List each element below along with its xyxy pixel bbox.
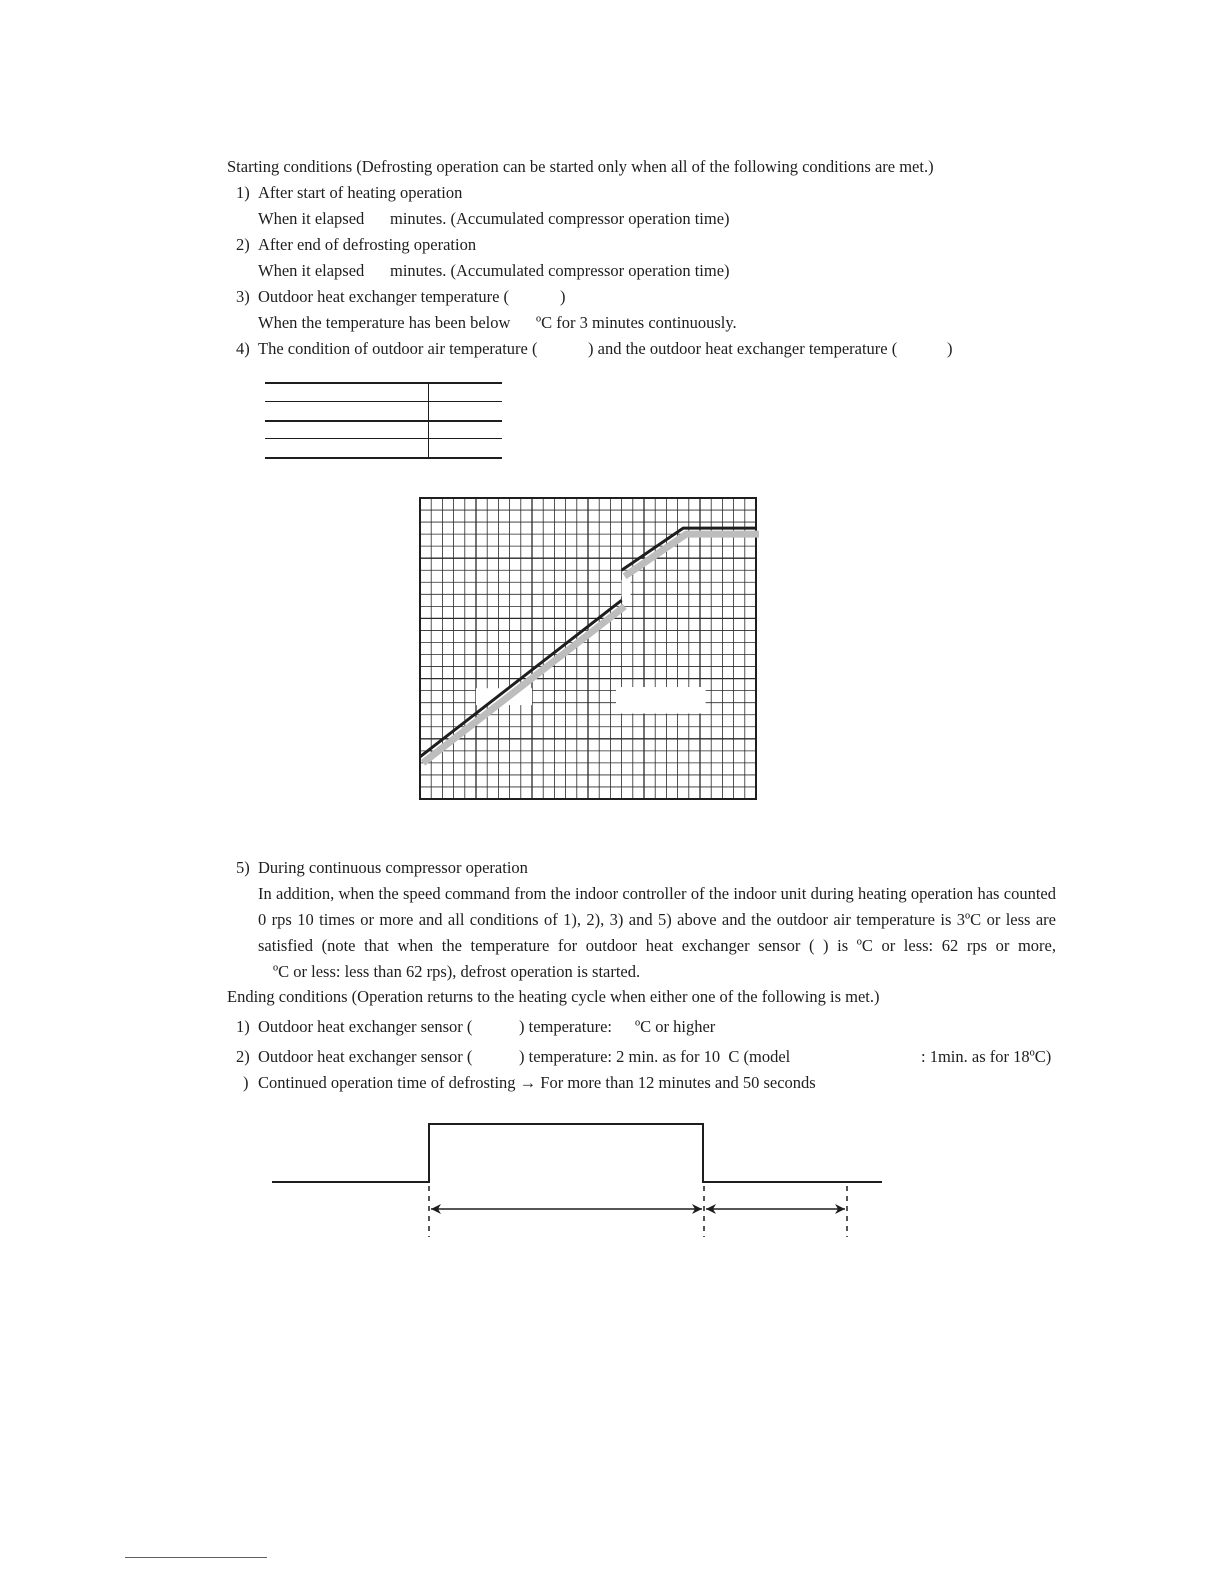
starting-heading: Starting conditions (Defrosting operation can be started only when all of the following conditions are met.) (227, 157, 934, 176)
ending-1-text-b: ) temperature: (519, 1017, 612, 1036)
condition-5-paragraph-line-2: 0 rps 10 times or more and all conditions of 1), 2), 3) and 5) above and the outdoor air temperature is 3ºC or less are (258, 910, 1056, 929)
condition-5-number: 5) (236, 858, 250, 877)
condition-5-paragraph-line-1: In addition, when the speed command from the indoor controller of the indoor unit during heating operation has counted (258, 884, 1056, 903)
condition-1-number: 1) (236, 183, 250, 202)
condition-3-number: 3) (236, 287, 250, 306)
condition-5-title: During continuous compressor operation (258, 858, 528, 877)
ending-3-text: Continued operation time of defrosting → For more than 12 minutes and 50 seconds (258, 1073, 816, 1092)
footnote-rule (125, 1557, 267, 1558)
ending-1-number: 1) (236, 1017, 250, 1036)
ending-2-text-a: Outdoor heat exchanger sensor ( (258, 1047, 473, 1066)
condition-4-title-a: The condition of outdoor air temperature ( (258, 339, 538, 358)
condition-3-detail-a: When the temperature has been below (258, 313, 511, 332)
condition-3-title-a: Outdoor heat exchanger temperature ( (258, 287, 510, 306)
condition-5-paragraph-line-4: ºC or less: less than 62 rps), defrost operation is started. (273, 962, 641, 981)
ending-3-number: ) (243, 1073, 249, 1092)
condition-2-detail-b: minutes. (Accumulated compressor operation time) (390, 261, 730, 280)
ending-2-number: 2) (236, 1047, 250, 1066)
timing-signal-line (272, 1124, 882, 1182)
condition-2-title: After end of defrosting operation (258, 235, 477, 254)
condition-4-number: 4) (236, 339, 250, 358)
condition-2-detail-a: When it elapsed (258, 261, 365, 280)
condition-1-title: After start of heating operation (258, 183, 463, 202)
ending-1-text-a: Outdoor heat exchanger sensor ( (258, 1017, 473, 1036)
ending-heading: Ending conditions (Operation returns to the heating cycle when either one of the following is met.) (227, 987, 880, 1006)
condition-1-detail-a: When it elapsed (258, 209, 365, 228)
condition-5-paragraph-line-3: satisfied (note that when the temperature for outdoor heat exchanger sensor ( ) is ºC or less: 62 rps or more, (258, 936, 1056, 955)
condition-3-title-b: ) (560, 287, 566, 306)
condition-1-detail-b: minutes. (Accumulated compressor operation time) (390, 209, 730, 228)
ending-1-text-c: ºC or higher (635, 1017, 716, 1036)
condition-3-detail-b: ºC for 3 minutes continuously. (536, 313, 737, 332)
condition-4-title-b: ) and the outdoor heat exchanger temperature ( (588, 339, 898, 358)
condition-4-title-c: ) (947, 339, 953, 358)
ending-2-text-c: : 1min. as for 18ºC) (921, 1047, 1052, 1066)
condition-2-number: 2) (236, 235, 250, 254)
ending-2-text-b: ) temperature: 2 min. as for 10 C (model (519, 1047, 791, 1066)
